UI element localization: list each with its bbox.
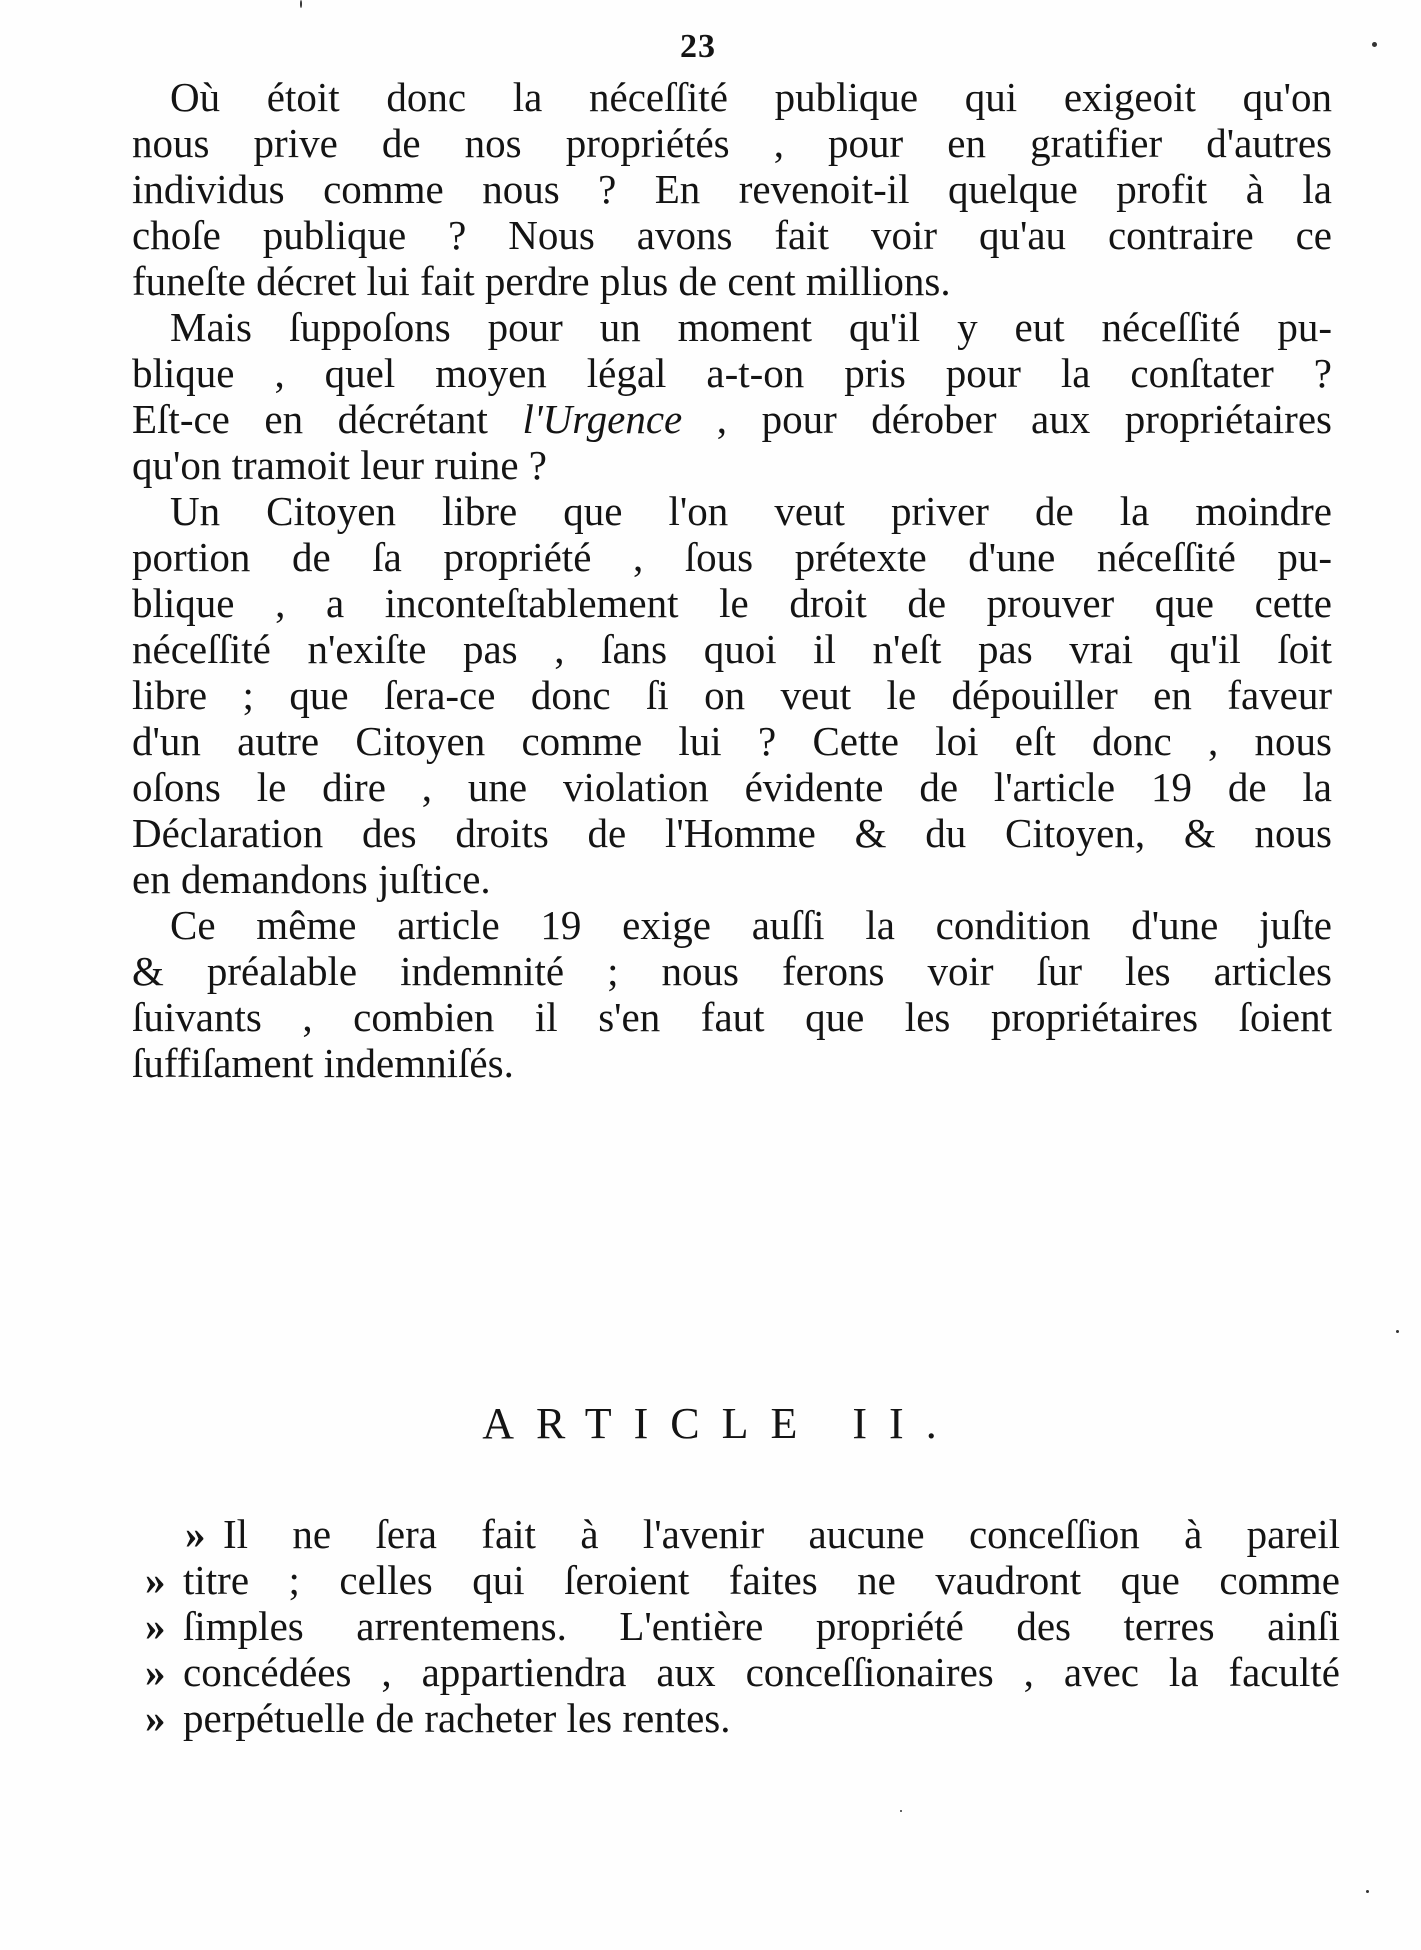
text-line: oſons le dire , une violation évidente de l'article 19 de la xyxy=(132,764,1332,810)
quote-mark: » xyxy=(145,1649,166,1695)
quote-mark: » xyxy=(185,1511,206,1557)
scan-speck xyxy=(900,1810,902,1812)
text-line: Un Citoyen libre que l'on veut priver de la moindre xyxy=(170,488,1332,534)
text-span: ſimples arrentemens. L'entière propriété des terres ainſi xyxy=(183,1603,1340,1649)
text-span: titre ; celles qui ſeroient faites ne vaudront que comme xyxy=(183,1557,1340,1603)
text-line: blique , quel moyen légal a-t-on pris pour la conſtater ? xyxy=(132,350,1332,396)
text-line: portion de ſa propriété , ſous prétexte d'une néceſſité pu- xyxy=(132,534,1332,580)
text-line: ſuivants , combien il s'en faut que les propriétaires ſoient xyxy=(132,994,1332,1040)
text-line: Où étoit donc la néceſſité publique qui exigeoit qu'on xyxy=(170,74,1332,120)
italic-term: l'Urgence xyxy=(522,396,683,442)
quoted-line xyxy=(145,1689,1340,1747)
quote-mark: » xyxy=(145,1695,166,1741)
scan-speck xyxy=(1372,42,1377,47)
text-line: Déclaration des droits de l'Homme & du Citoyen, & nous xyxy=(132,810,1332,856)
article-heading: ARTICLE II. xyxy=(482,1399,959,1448)
text-span: Il ne ſera fait à l'avenir aucune conceſſion à pareil xyxy=(223,1511,1340,1557)
text-line: funeſte décret lui fait perdre plus de cent millions. xyxy=(132,258,951,304)
page-number: 23 xyxy=(680,28,716,65)
text-line: qu'on tramoit leur ruine ? xyxy=(132,442,547,488)
text-line: en demandons juſtice. xyxy=(132,856,491,902)
text-span: concédées , appartiendra aux conceſſionaires , avec la faculté xyxy=(183,1649,1340,1695)
text-span: , pour dérober aux propriétaires xyxy=(682,396,1332,442)
quote-mark: » xyxy=(145,1557,166,1603)
text-line: néceſſité n'exiſte pas , ſans quoi il n'eſt pas vrai qu'il ſoit xyxy=(132,626,1332,672)
scan-speck xyxy=(1396,1330,1399,1333)
text-line: nous prive de nos propriétés , pour en gratifier d'autres xyxy=(132,120,1332,166)
text-line: choſe publique ? Nous avons fait voir qu'au contraire ce xyxy=(132,212,1332,258)
quote-mark: » xyxy=(145,1603,166,1649)
text-line: & préalable indemnité ; nous ferons voir ſur les articles xyxy=(132,948,1332,994)
text-line: individus comme nous ? En revenoit-il quelque profit à la xyxy=(132,166,1332,212)
text-span: Eſt-ce en décrétant xyxy=(132,396,523,442)
text-line: libre ; que ſera-ce donc ſi on veut le dépouiller en faveur xyxy=(132,672,1332,718)
scan-speck xyxy=(300,0,302,8)
text-line: ſuffiſament indemniſés. xyxy=(132,1040,514,1086)
text-line: Ce même article 19 exige auſſi la condition d'une juſte xyxy=(170,902,1332,948)
text-line: d'un autre Citoyen comme lui ? Cette loi eſt donc , nous xyxy=(132,718,1332,764)
text-span: perpétuelle de racheter les rentes. xyxy=(183,1695,731,1741)
scan-speck xyxy=(1366,1890,1369,1893)
text-line: blique , a inconteſtablement le droit de prouver que cette xyxy=(132,580,1332,626)
text-line: Mais ſuppoſons pour un moment qu'il y eut néceſſité pu- xyxy=(170,304,1332,350)
